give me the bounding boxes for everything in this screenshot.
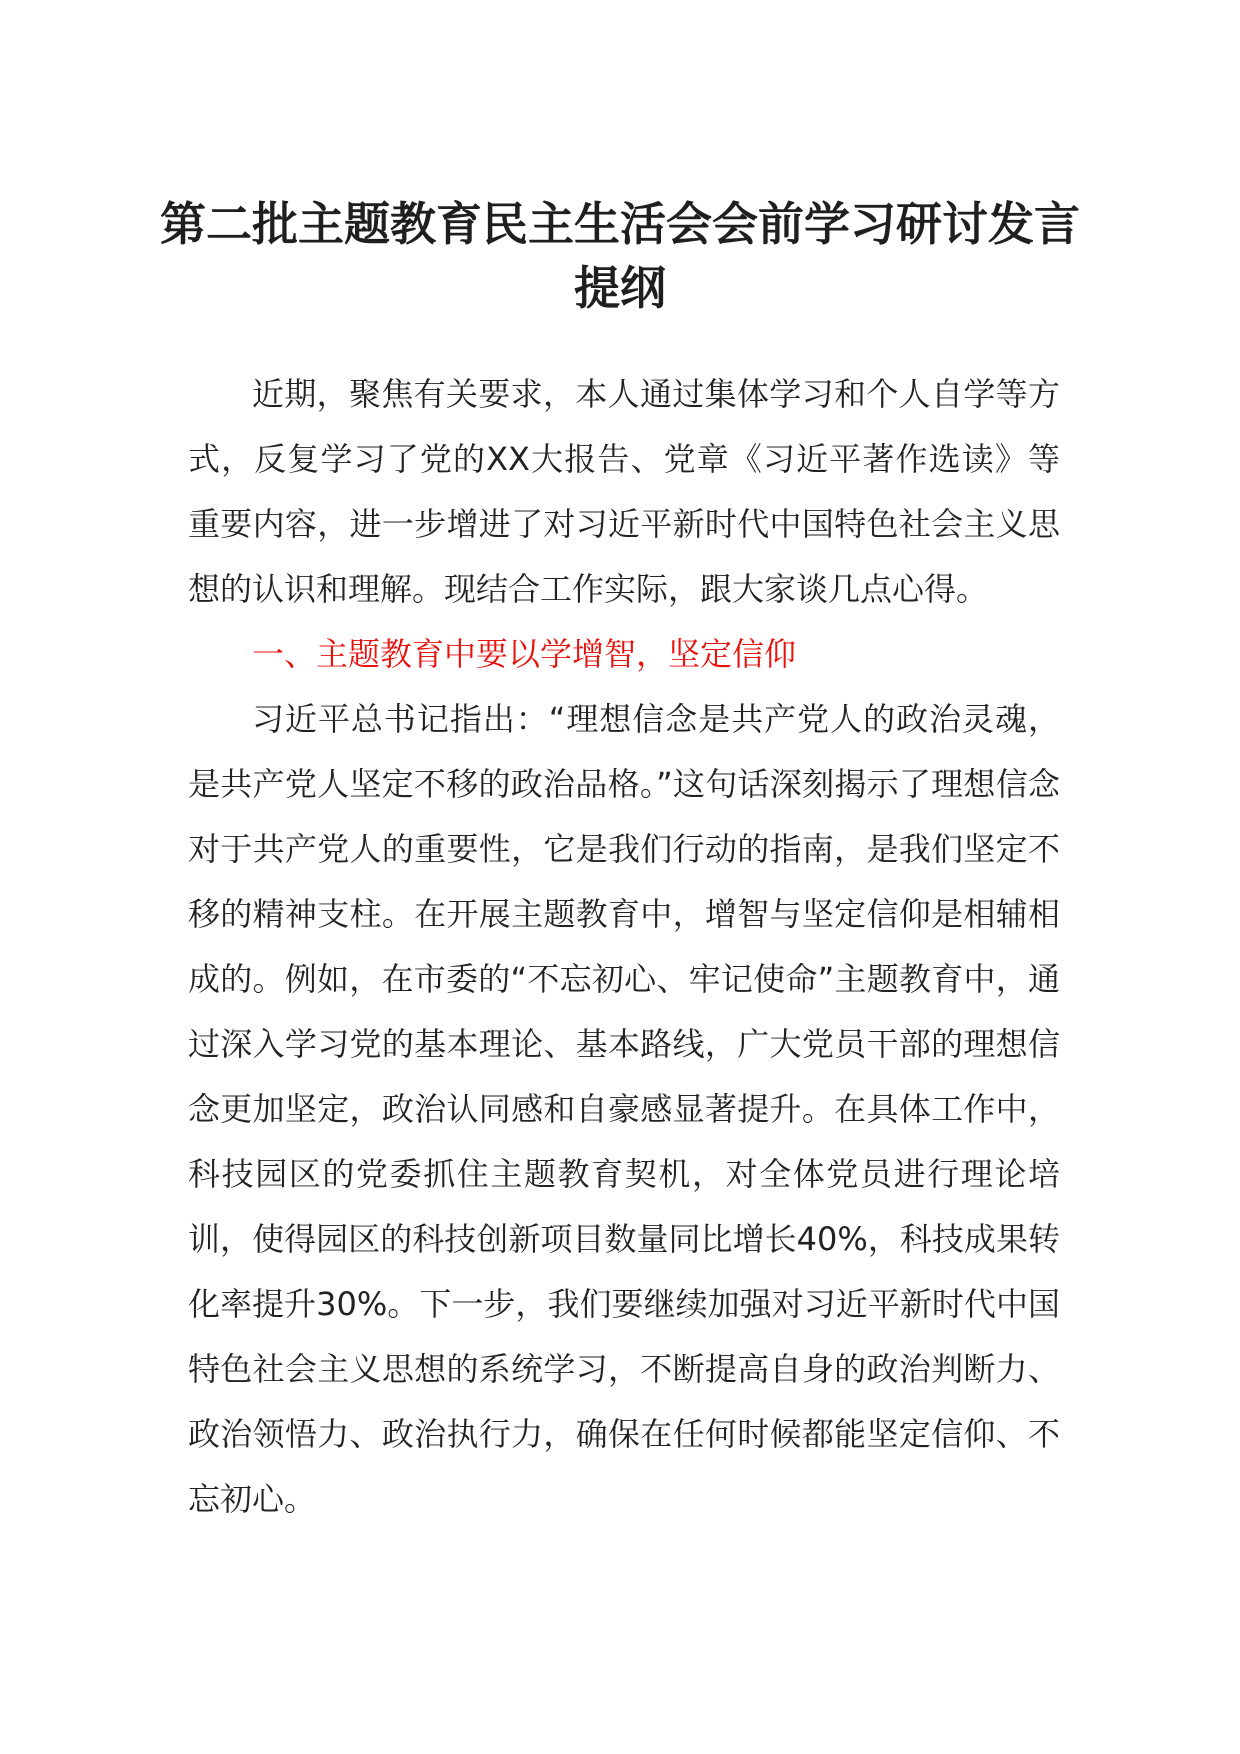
document-body xyxy=(188,362,1060,1532)
section-body-1: 习近平总书记指出：“理想信念是共产党人的政治灵魂，是共产党人坚定不移的政治品格。”这句话深刻揭示了理想信念对于共产党人的重要性，它是我们行动的指南，是我们坚定不移的精神支柱。在开展主题教育中，增智与坚定信仰是相辅相成的。例如，在市委的“不忘初心、牢记使命”主题教育中，通过深入学习党的基本理论、基本路线，广大党员干部的理想信念更加坚定，政治认同感和自豪感显著提升。在具体工作中，科技园区的党委抓住主题教育契机，对全体党员进行理论培训，使得园区的科技创新项目数量同比增长40%，科技成果转化率提升30%。下一步，我们要继续加强对习近平新时代中国特色社会主义思想的系统学习，不断提高自身的政治判断力、政治领悟力、政治执行力，确保在任何时候都能坚定信仰、不忘初心。 xyxy=(188,700,1060,1518)
intro-paragraph: 近期，聚焦有关要求，本人通过集体学习和个人自学等方式，反复学习了党的XX大报告、党章《习近平著作选读》等重要内容，进一步增进了对习近平新时代中国特色社会主义思想的认识和理解。现结合工作实际，跟大家谈几点心得。 xyxy=(188,375,1060,608)
section-heading-1: 一、主题教育中要以学增智，坚定信仰 xyxy=(252,635,797,673)
document-title: 第二批主题教育民主生活会会前学习研讨发言提纲 xyxy=(160,197,1080,315)
